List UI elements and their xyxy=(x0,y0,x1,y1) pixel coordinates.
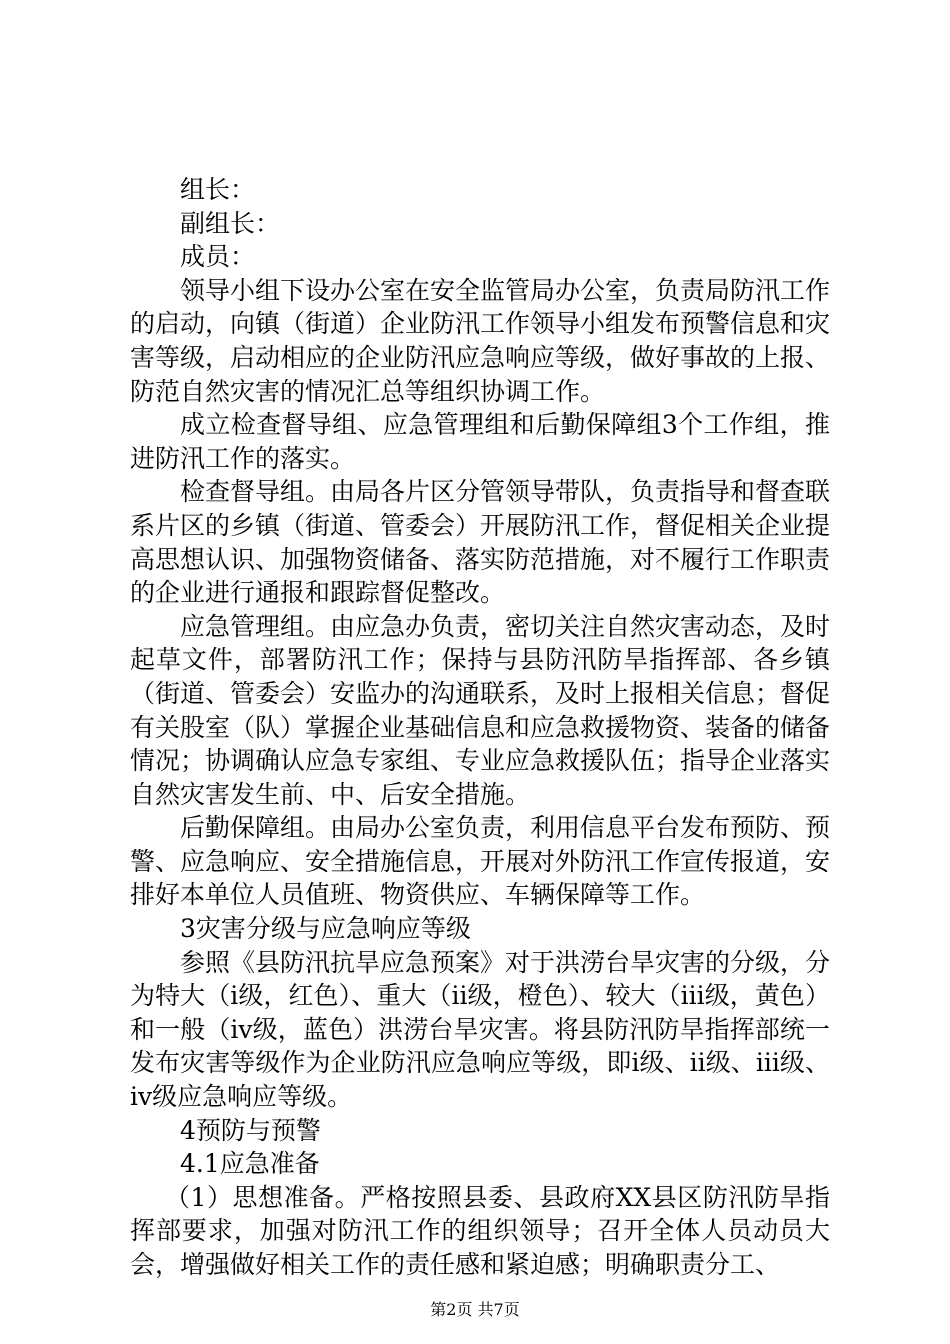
page-number: 第2页 xyxy=(430,1300,473,1319)
section-heading-3: 3灾害分级与应急响应等级 xyxy=(180,914,471,944)
paragraph-mental-preparation: （1）思想准备。严格按照县委、县政府XX县区防汛防旱指挥部要求，加强对防汛工作的组织领导；召开全体人员动员大会，增强做好相关工作的责任感和紧迫感；明确职责分工、 xyxy=(130,1182,830,1279)
section-heading-4: 4预防与预警 xyxy=(180,1115,321,1145)
paragraph-logistics-group: 后勤保障组。由局办公室负责，利用信息平台发布预防、预警、应急响应、安全措施信息，开展对外防汛工作宣传报道，安排好本单位人员值班、物资供应、车辆保障等工作。 xyxy=(130,813,831,910)
paragraph-members: 成员： xyxy=(180,242,256,272)
paragraph-office: 领导小组下设办公室在安全监管局办公室，负责局防汛工作的启动，向镇（街道）企业防汛工作领导小组发布预警信息和灾害等级，启动相应的企业防汛应急响应等级，做好事故的上报、防范自然灾害的情况汇总等组织协调工作。 xyxy=(130,275,831,406)
page-footer xyxy=(0,1300,950,1320)
document-body xyxy=(130,173,830,1282)
section-heading-4-1: 4.1应急准备 xyxy=(180,1149,320,1179)
paragraph-inspection-group: 检查督导组。由局各片区分管领导带队，负责指导和督查联系片区的乡镇（街道、管委会）开展防汛工作，督促相关企业提高思想认识、加强物资储备、落实防范措施，对不履行工作职责的企业进行通报和跟踪督促整改。 xyxy=(130,477,831,608)
paragraph-emergency-group: 应急管理组。由应急办负责，密切关注自然灾害动态，及时起草文件，部署防汛工作；保持与县防汛防旱指挥部、各乡镇（街道、管委会）安监办的沟通联系，及时上报相关信息；督促有关股室（队）掌握企业基础信息和应急救援物资、装备的储备情况；协调确认应急专家组、专业应急救援队伍；指导企业落实自然灾害发生前、中、后安全措施。 xyxy=(130,611,831,809)
page-total: 共7页 xyxy=(477,1300,520,1319)
paragraph-deputy-leader: 副组长： xyxy=(180,208,281,238)
paragraph-work-groups: 成立检查督导组、应急管理组和后勤保障组3个工作组，推进防汛工作的落实。 xyxy=(130,410,830,473)
paragraph-disaster-levels: 参照《县防汛抗旱应急预案》对于洪涝台旱灾害的分级，分为特大（i级，红色）、重大（ii级，橙色）、较大（iii级，黄色）和一般（iv级，蓝色）洪涝台旱灾害。将县防汛防旱指挥部统一发布灾害等级作为企业防汛应急响应等级，即i级、ii级、iii级、iv级应急响应等级。 xyxy=(130,947,831,1112)
paragraph-leader: 组长： xyxy=(180,175,256,204)
